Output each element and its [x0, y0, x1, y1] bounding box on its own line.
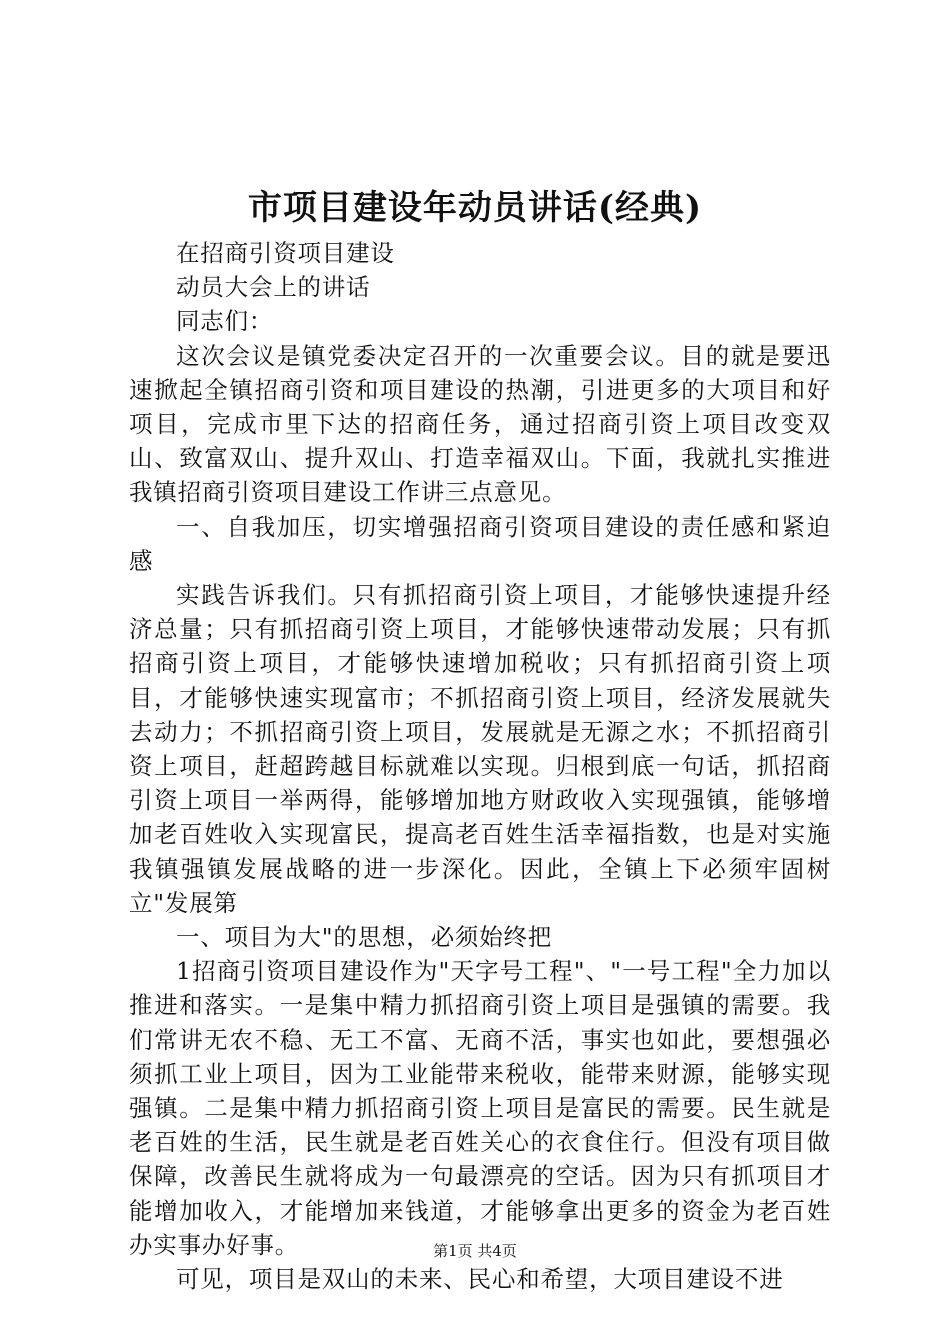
paragraph-key-project: 1招商引资项目建设作为"天字号工程"、"一号工程"全力加以推进和落实。一是集中精力抓招商引资上项目是强镇的需要。我们常讲无农不稳、无工不富、无商不活，事实也如此，要想强必须抓工业上项目，因为工业能带来税收，能带来财源，能够实现强镇。二是集中精力抓招商引资上项目是富民的需要。民生就是老百姓的生活，民生就是老百姓关心的衣食住行。但没有项目做保障，改善民生就将成为一句最漂亮的空话。因为只有抓项目才能增加收入，才能增加来钱道，才能够拿出更多的资金为老百姓办实事办好事。: [129, 957, 831, 1259]
paragraph-heading-1: 一、自我加压，切实增强招商引资项目建设的责任感和紧迫感: [129, 512, 831, 575]
paragraph-project-first: 一、项目为大"的思想，必须始终把: [176, 923, 553, 952]
paragraph-salutation: 同志们：: [176, 307, 274, 336]
document-title: 市项目建设年动员讲话(经典): [247, 188, 703, 228]
paragraph-intro: 这次会议是镇党委决定召开的一次重要会议。目的就是要迅速掀起全镇招商引资和项目建设的热潮，引进更多的大项目和好项目，完成市里下达的招商任务，通过招商引资上项目改变双山、致富双山、提升双山、打造幸福双山。下面，我就扎实推进我镇招商引资项目建设工作讲三点意见。: [129, 341, 831, 507]
paragraph-conclusion: 可见，项目是双山的未来、民心和希望，大项目建设不进: [176, 1265, 784, 1294]
paragraph-subtitle-2: 动员大会上的讲话: [176, 273, 371, 302]
paragraph-practice: 实践告诉我们。只有抓招商引资上项目，才能够快速提升经济总量；只有抓招商引资上项目，才能够快速带动发展；只有抓招商引资上项目，才能够快速增加税收；只有抓招商引资上项目，才能够快速实现富市；不抓招商引资上项目，经济发展就失去动力；不抓招商引资上项目，发展就是无源之水；不抓招商引资上项目，赶超跨越目标就难以实现。归根到底一句话，抓招商引资上项目一举两得，能够增加地方财政收入实现强镇，能够增加老百姓收入实现富民，提高老百姓生活幸福指数，也是对实施我镇强镇发展战略的进一步深化。因此，全镇上下必须牢固树立"发展第: [129, 581, 831, 917]
document-body: [129, 236, 831, 1296]
page-footer: 第1页 共4页: [433, 1242, 517, 1260]
paragraph-subtitle-1: 在招商引资项目建设: [176, 239, 395, 267]
